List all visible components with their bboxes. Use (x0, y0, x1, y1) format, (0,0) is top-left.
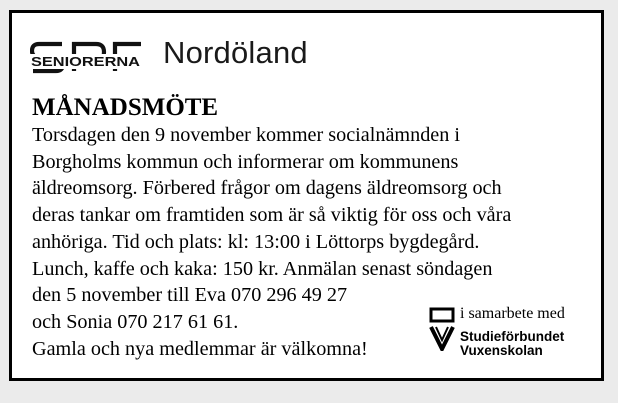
body-line: Torsdagen den 9 november kommer socialnämnden i (32, 124, 461, 146)
body-line: den 5 november till Eva 070 296 49 27 (32, 284, 348, 307)
body-line: anhöriga. Tid och plats: kl: 13:00 i Löttorps bygdegård. (32, 230, 480, 253)
body-line: deras tankar om framtiden som är så viktig för oss och våra (32, 204, 512, 227)
announcement-title: MÅNADSMÖTE (32, 94, 219, 121)
body-line: Lunch, kaffe och kaka: 150 kr. Anmälan senast söndagen (32, 257, 493, 280)
partner-prefix: i samarbete med (460, 305, 565, 322)
partner-block (428, 305, 598, 357)
body-line: Gamla och nya medlemmar är välkomna! (32, 337, 368, 360)
advertisement-frame (9, 10, 604, 381)
spf-seniorerna-logo (30, 32, 142, 80)
svg-text:SENIORERNA: SENIORERNA (31, 54, 141, 69)
partner-name-line2: Vuxenskolan (460, 343, 543, 358)
body-line: och Sonia 070 217 61 61. (32, 310, 239, 333)
body-line: äldreomsorg. Förbered frågor om dagens äldreomsorg och (32, 177, 502, 200)
partner-name-line1: Studieförbundet (460, 329, 565, 344)
organization-name: Nordöland (163, 35, 308, 70)
body-line: Borgholms kommun och informerar om kommunens (32, 150, 459, 173)
vuxenskolan-logo (428, 307, 456, 351)
